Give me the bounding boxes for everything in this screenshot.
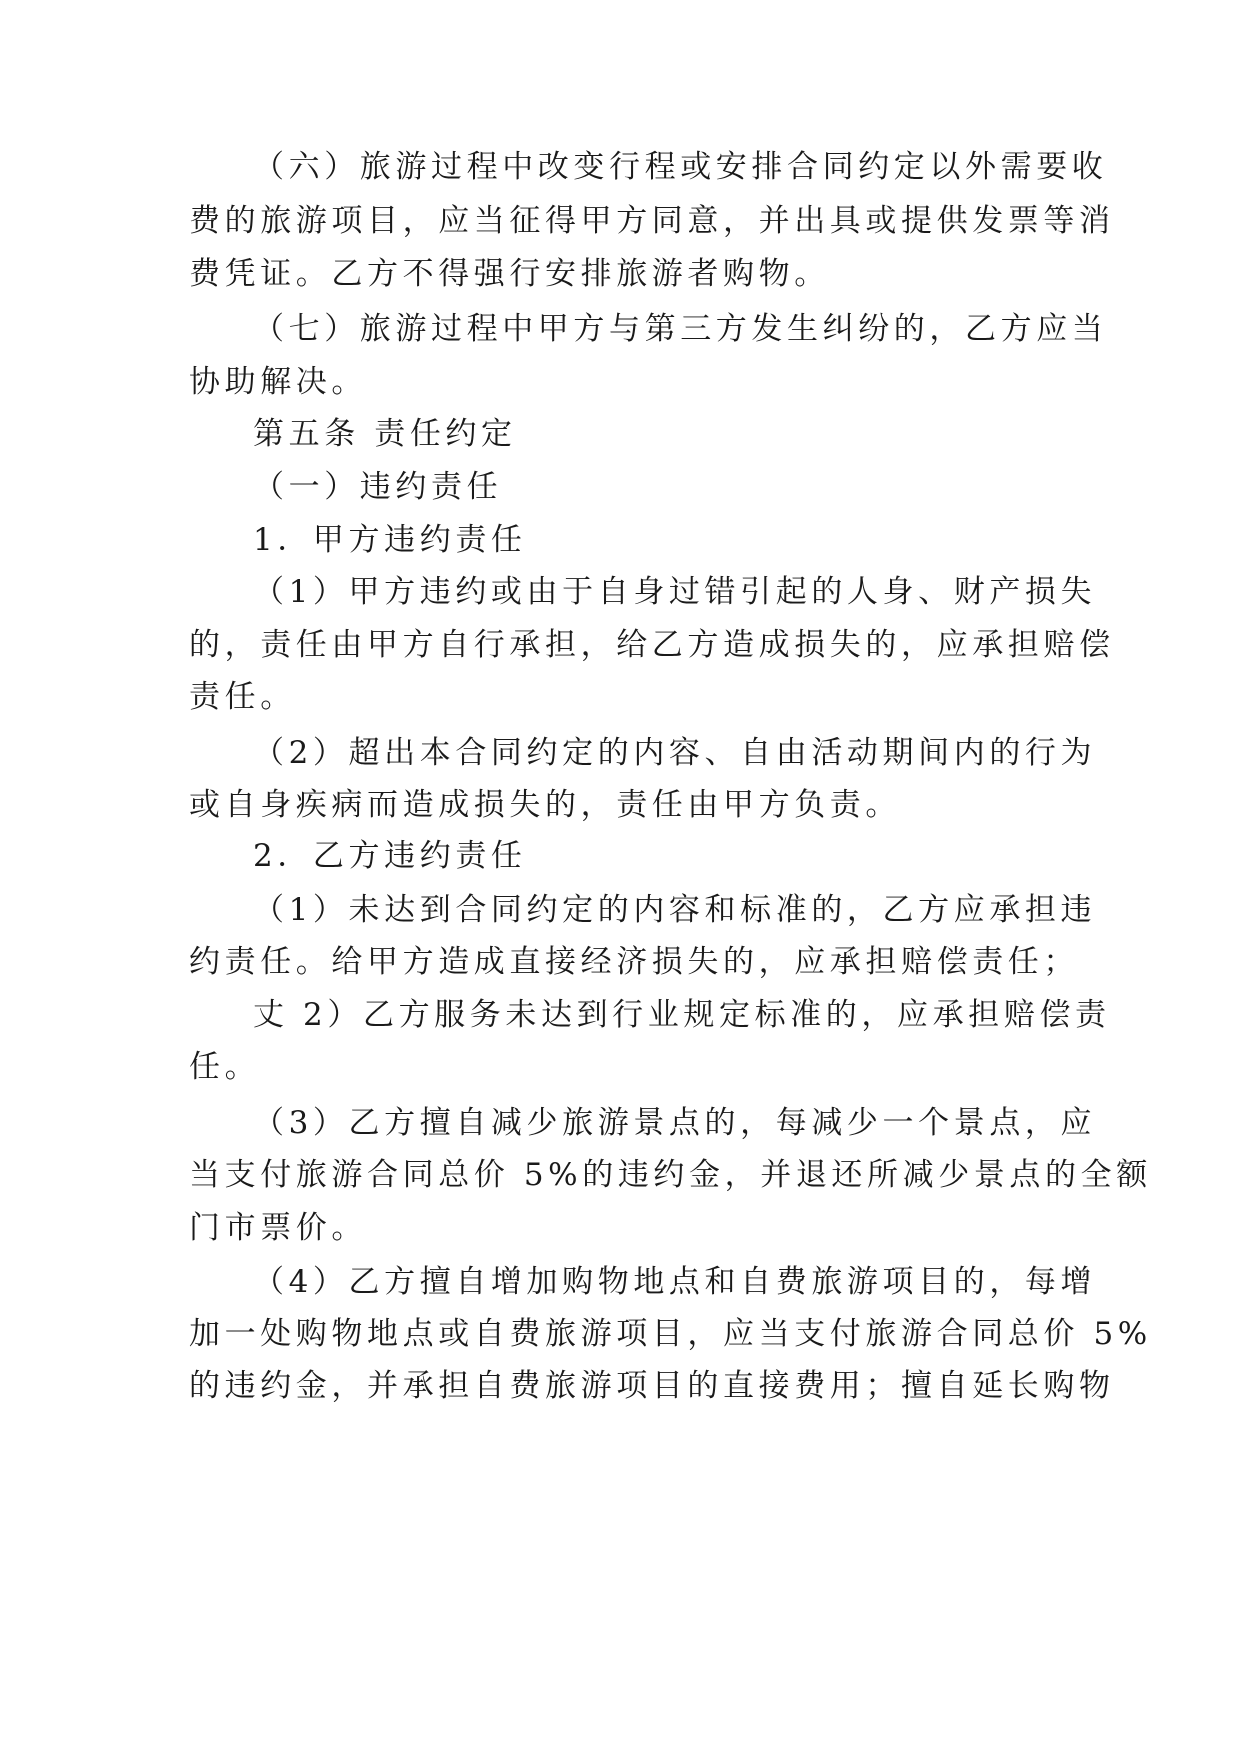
paragraph-line: （3）乙方擅自减少旅游景点的，每减少一个景点，应 xyxy=(253,1105,1097,1141)
subsection-heading: 2．乙方违约责任 xyxy=(253,838,527,874)
paragraph-line: 任。 xyxy=(189,1049,261,1085)
paragraph-line: 责任。 xyxy=(189,679,296,715)
paragraph-line: 门市票价。 xyxy=(189,1210,367,1246)
paragraph-line: （七）旅游过程中甲方与第三方发生纠纷的，乙方应当 xyxy=(253,311,1108,347)
paragraph-line: 加一处购物地点或自费旅游项目，应当支付旅游合同总价 5% xyxy=(189,1316,1152,1352)
paragraph-line: 协助解决。 xyxy=(189,364,367,400)
section-heading: 第五条 责任约定 xyxy=(253,416,517,452)
paragraph-line: 当支付旅游合同总价 5%的违约金，并退还所减少景点的全额 xyxy=(189,1157,1152,1193)
paragraph-line: 约责任。给甲方造成直接经济损失的，应承担赔偿责任； xyxy=(189,944,1079,980)
paragraph-line: （4）乙方擅自增加购物地点和自费旅游项目的，每增 xyxy=(253,1264,1097,1300)
subsection-heading: （一）违约责任 xyxy=(253,469,503,505)
paragraph-line: 或自身疾病而造成损失的，责任由甲方负责。 xyxy=(189,787,901,823)
paragraph-line: （2）超出本合同约定的内容、自由活动期间内的行为 xyxy=(253,735,1097,771)
paragraph-line: 的，责任由甲方自行承担，给乙方造成损失的，应承担赔偿 xyxy=(189,627,1115,663)
paragraph-line: 的违约金，并承担自费旅游项目的直接费用；擅自延长购物 xyxy=(189,1368,1115,1404)
paragraph-line: 丈 2）乙方服务未达到行业规定标准的，应承担赔偿责 xyxy=(253,997,1111,1033)
paragraph-line: 费凭证。乙方不得强行安排旅游者购物。 xyxy=(189,256,830,292)
paragraph-line: （六）旅游过程中改变行程或安排合同约定以外需要收 xyxy=(253,149,1108,185)
paragraph-line: （1）甲方违约或由于自身过错引起的人身、财产损失 xyxy=(253,574,1097,610)
paragraph-line: （1）未达到合同约定的内容和标准的，乙方应承担违 xyxy=(253,892,1097,928)
subsection-heading: 1．甲方违约责任 xyxy=(253,522,527,558)
paragraph-line: 费的旅游项目，应当征得甲方同意，并出具或提供发票等消 xyxy=(189,203,1115,239)
